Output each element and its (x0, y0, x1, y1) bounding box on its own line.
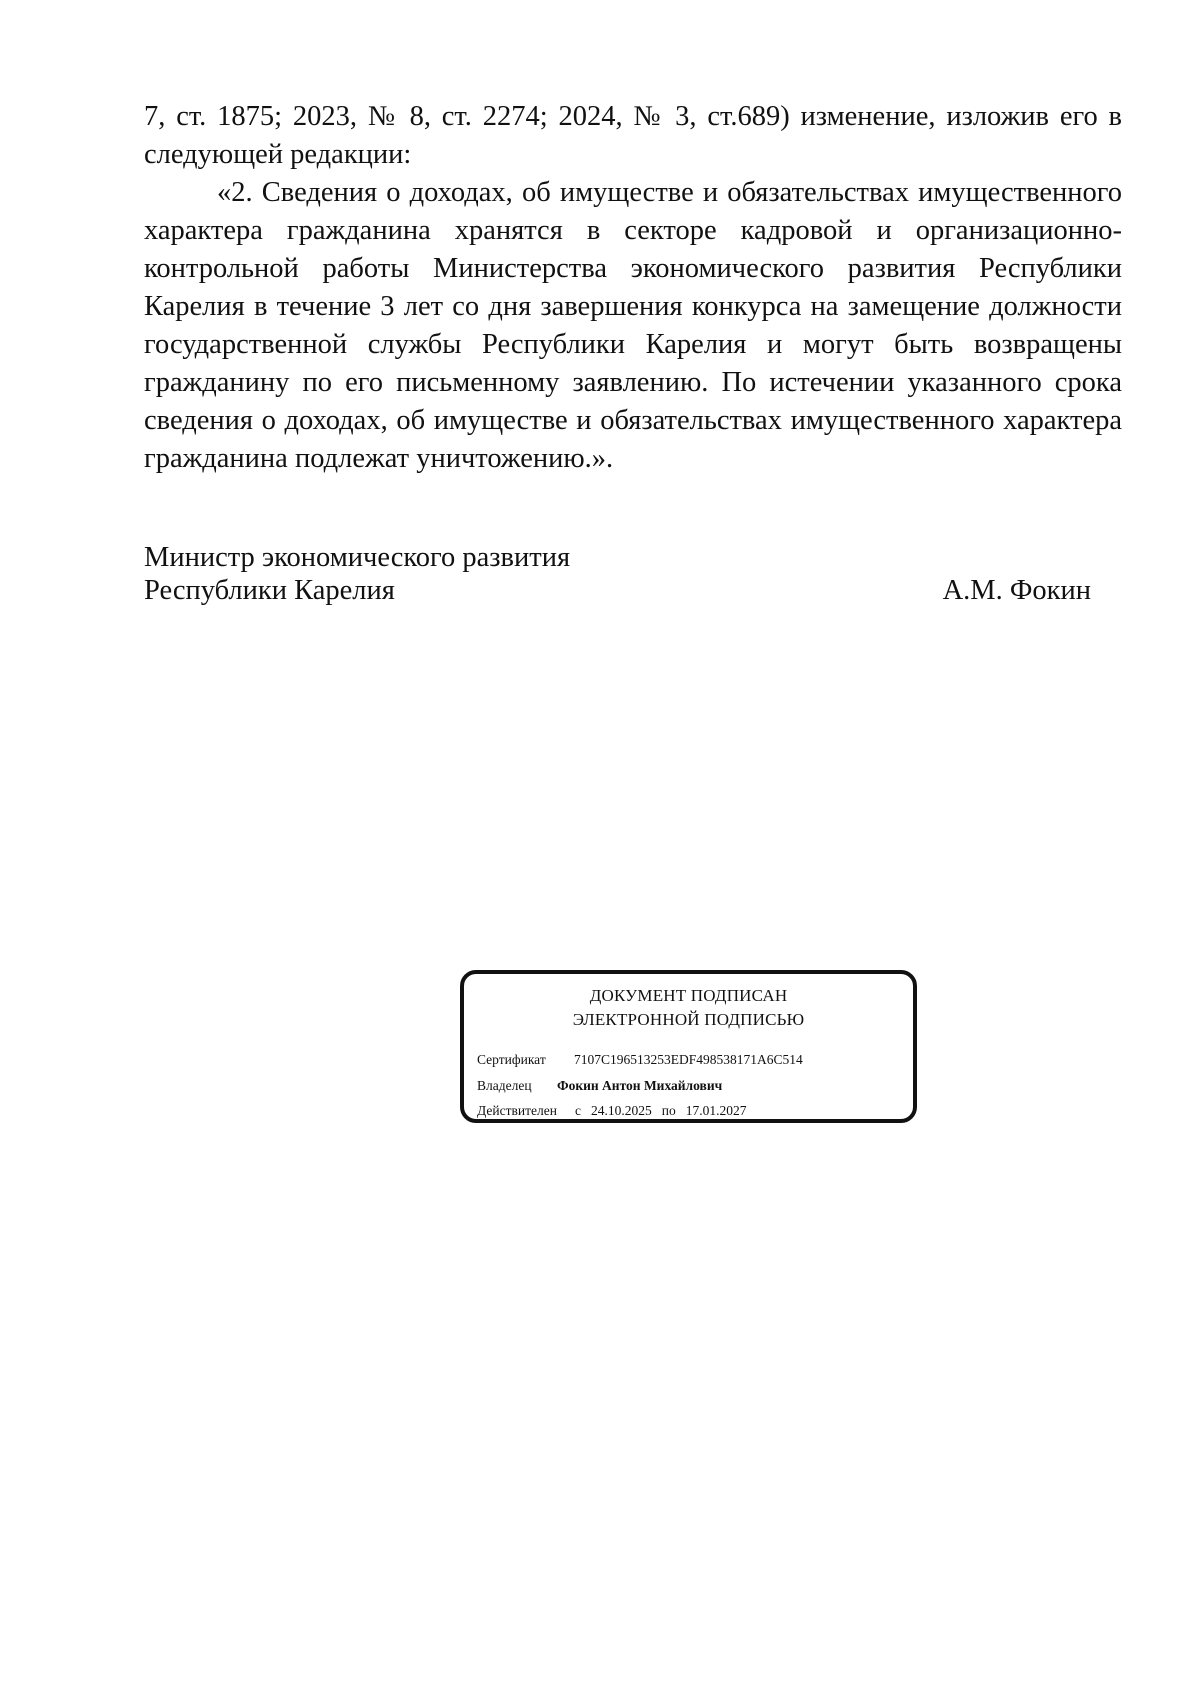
stamp-certificate-row (477, 1051, 803, 1069)
signature-block (144, 541, 1094, 607)
valid-from-prefix: с (575, 1103, 581, 1118)
body-paragraph-2: «2. Сведения о доходах, об имуществе и обязательствах имущественного характера гражданина хранятся в секторе кадровой и организационно-контрольной работы Министерства экономического развития Республики Карелия в течение 3 лет со дня завершения конкурса на замещение должности государственной службы Республики Карелия и могут быть возвращены гражданину по его письменному заявлению. По истечении указанного срока сведения о доходах, об имуществе и обязательствах имущественного характера гражданина подлежат уничтожению.». (144, 177, 1122, 474)
stamp-validity-row (477, 1102, 746, 1120)
valid-to-prefix: по (661, 1103, 676, 1118)
document-body (144, 98, 1122, 478)
certificate-value: 7107C196513253EDF498538171A6C514 (574, 1052, 803, 1067)
electronic-signature-stamp (460, 970, 917, 1123)
owner-value: Фокин Антон Михайлович (557, 1078, 723, 1093)
valid-from-date: 24.10.2025 (591, 1103, 652, 1118)
signer-position-line-1: Министр экономического развития (144, 542, 571, 573)
certificate-label: Сертификат (477, 1052, 546, 1067)
body-paragraph-1: 7, ст. 1875; 2023, № 8, ст. 2274; 2024, № 3, ст.689) изменение, изложив его в следующей редакции: (144, 101, 1122, 170)
stamp-title-line-1: ДОКУМЕНТ ПОДПИСАН (589, 986, 788, 1005)
stamp-owner-row (477, 1077, 722, 1095)
valid-label: Действителен (477, 1103, 557, 1118)
stamp-title-line-2: ЭЛЕКТРОННОЙ ПОДПИСЬЮ (572, 1010, 805, 1029)
signer-name: А.М. Фокин (942, 575, 1091, 606)
stamp-title (464, 984, 913, 1032)
signer-position-line-2: Республики Карелия (144, 575, 395, 606)
owner-label: Владелец (477, 1078, 532, 1093)
signature-line (144, 574, 1094, 607)
valid-to-date: 17.01.2027 (685, 1103, 747, 1118)
